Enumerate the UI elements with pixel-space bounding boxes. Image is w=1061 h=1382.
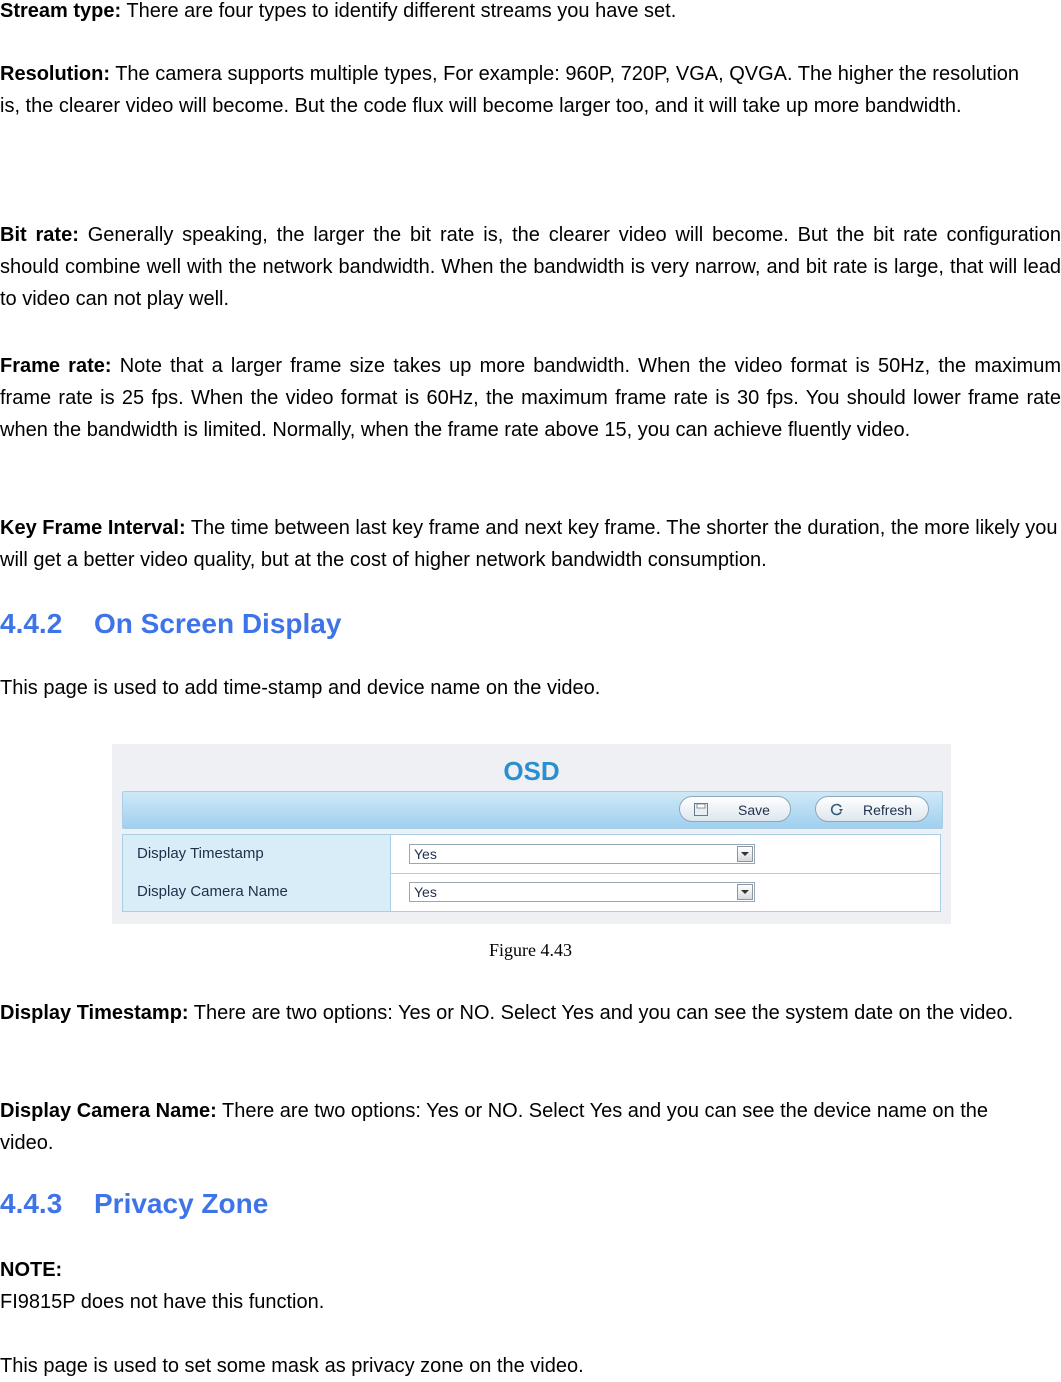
save-button[interactable]: [679, 796, 791, 822]
display-camera-name-select[interactable]: [409, 882, 755, 902]
stream-type-term: Stream type:: [0, 0, 122, 22]
dropdown-arrow-icon[interactable]: [737, 846, 753, 862]
stream-type-paragraph: [0, 0, 1061, 27]
figure-caption: Figure 4.43: [489, 940, 572, 960]
table-row: [123, 873, 940, 911]
display-camera-name-value: Yes: [414, 884, 437, 900]
bit-rate-text: Generally speaking, the larger the bit rate is, the clearer video will become. But the bit rate configuration should combine well with the network bandwidth. When the bandwidth is very narrow, and bit rate is large, that will lead to video can not play well.: [0, 224, 1061, 310]
display-timestamp-paragraph: [0, 997, 1061, 1029]
section-heading-privacy: [0, 1188, 268, 1220]
key-frame-text: The time between last key frame and next key frame. The shorter the duration, the more likely you will get a better video quality, but at the cost of higher network bandwidth consumption.: [0, 517, 1058, 571]
section-title: Privacy Zone: [94, 1188, 269, 1219]
display-camera-name-paragraph: [0, 1095, 1045, 1159]
display-timestamp-value: Yes: [414, 846, 437, 862]
osd-title: OSD: [503, 756, 560, 786]
save-label: Save: [738, 802, 770, 818]
frame-rate-term: Frame rate:: [0, 355, 112, 377]
save-icon: [694, 803, 708, 816]
display-camera-name-label: Display Camera Name: [123, 873, 391, 911]
dropdown-arrow-icon[interactable]: [737, 884, 753, 900]
resolution-term: Resolution:: [0, 63, 110, 85]
resolution-paragraph: [0, 58, 1040, 122]
section-number: 4.4.2: [0, 608, 63, 639]
key-frame-term: Key Frame Interval:: [0, 517, 186, 539]
refresh-label: Refresh: [863, 802, 913, 818]
table-row: [123, 835, 940, 874]
osd-settings-table: [122, 834, 941, 912]
section-title: On Screen Display: [94, 608, 342, 639]
refresh-icon: [830, 803, 844, 816]
resolution-text: The camera supports multiple types, For example: 960P, 720P, VGA, QVGA. The higher the resolution is, the clearer video will become. But the code flux will become larger too, and it will take up more bandwidth.: [0, 63, 1020, 117]
osd-panel: [112, 744, 951, 924]
section-number: 4.4.3: [0, 1188, 63, 1219]
bit-rate-paragraph: [0, 219, 1061, 315]
display-timestamp-select[interactable]: [409, 844, 755, 864]
display-camera-name-term: Display Camera Name:: [0, 1100, 217, 1122]
osd-intro: This page is used to add time-stamp and device name on the video.: [0, 677, 601, 699]
key-frame-paragraph: [0, 512, 1061, 576]
refresh-button[interactable]: [815, 796, 929, 822]
note-label: NOTE:: [0, 1259, 63, 1281]
note-text: FI9815P does not have this function.: [0, 1291, 325, 1313]
privacy-intro: This page is used to set some mask as privacy zone on the video.: [0, 1355, 584, 1377]
osd-toolbar: [122, 791, 943, 829]
frame-rate-text: Note that a larger frame size takes up more bandwidth. When the video format is 50Hz, the maximum frame rate is 25 fps. When the video format is 60Hz, the maximum frame rate is 30 fps. You should lower frame rate when the bandwidth is limited. Normally, when the frame rate above 15, you can achieve fluently video.: [0, 355, 1061, 441]
display-timestamp-term: Display Timestamp:: [0, 1002, 189, 1024]
display-camera-name-text: There are two options: Yes or NO. Select Yes and you can see the device name on the video.: [0, 1100, 989, 1154]
frame-rate-paragraph: [0, 350, 1061, 446]
bit-rate-term: Bit rate:: [0, 224, 79, 246]
display-timestamp-label: Display Timestamp: [123, 835, 391, 873]
stream-type-text: There are four types to identify different streams you have set.: [121, 0, 677, 22]
section-heading-osd: [0, 608, 341, 640]
display-timestamp-text: There are two options: Yes or NO. Select Yes and you can see the system date on the video.: [188, 1002, 1014, 1024]
